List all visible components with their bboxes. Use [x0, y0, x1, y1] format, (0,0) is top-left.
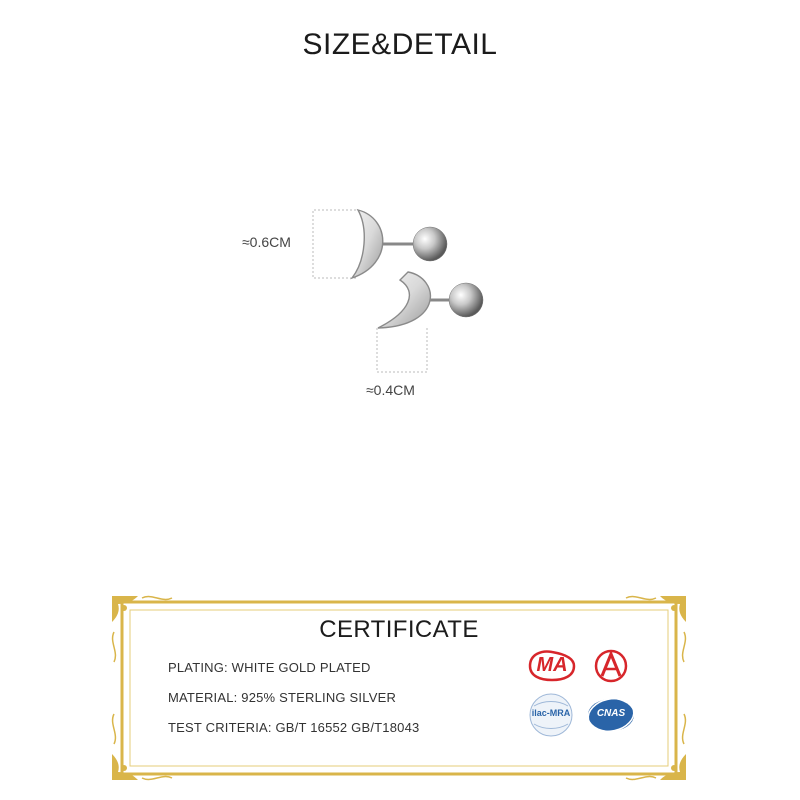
- earring-upper: [352, 210, 447, 278]
- ilac-mra-logo: [528, 692, 574, 738]
- cnas-logo: [586, 696, 636, 734]
- height-dimension-box: [313, 210, 356, 278]
- width-label: ≈0.4CM: [366, 382, 415, 398]
- width-dimension-box: [377, 328, 427, 372]
- material-text: MATERIAL: 925% STERLING SILVER: [168, 690, 397, 705]
- cma-logo: [526, 648, 578, 684]
- ilac-logo-text: ilac-MRA: [531, 708, 571, 718]
- ma-logo-text: MA: [536, 654, 568, 676]
- test-criteria-text: TEST CRITERIA: GB/T 16552 GB/T18043: [168, 720, 420, 735]
- page-title: SIZE&DETAIL: [302, 28, 498, 61]
- product-image: [230, 200, 490, 410]
- plating-text: PLATING: WHITE GOLD PLATED: [168, 660, 371, 675]
- certificate-title: CERTIFICATE: [319, 616, 479, 643]
- earring-lower: [378, 272, 483, 328]
- cal-logo: [588, 648, 634, 684]
- cnas-logo-text: CNAS: [596, 708, 626, 719]
- height-label: ≈0.6CM: [242, 234, 291, 250]
